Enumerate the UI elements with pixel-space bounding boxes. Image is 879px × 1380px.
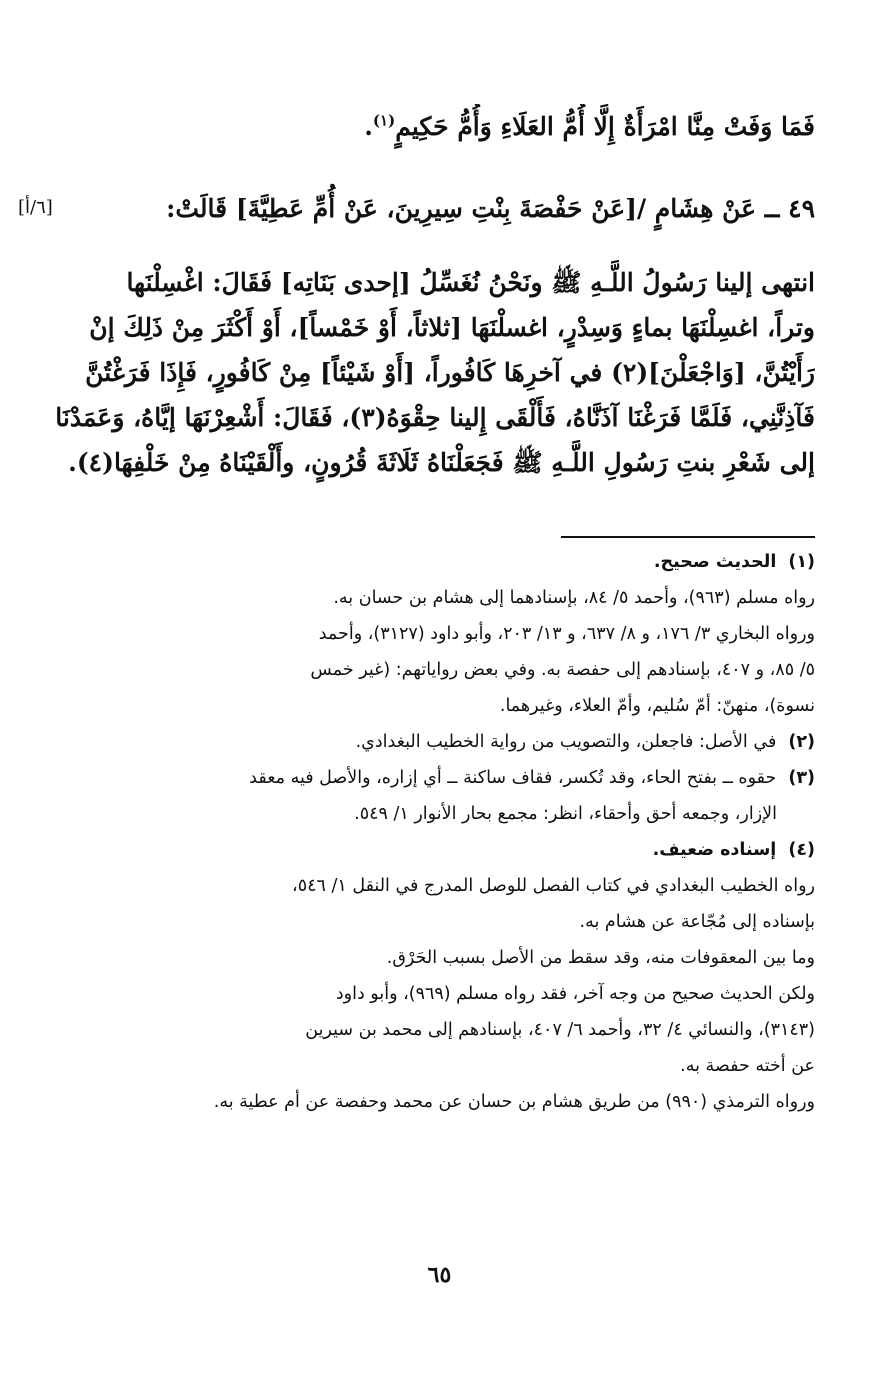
footnote-line: وما بين المعقوفات منه، وقد سقط من الأصل بسبب الحَرْق.	[386, 948, 815, 968]
intro-line	[55, 104, 815, 149]
footnote-line: نسوة)، منهنّ: أمّ سُليم، وأمّ العلاء، وغيرهما.	[499, 696, 815, 716]
footnote-line: ولكن الحديث صحيح من وجه آخر، فقد رواه مسلم (٩٦٩)، وأبو داود	[335, 984, 815, 1004]
footnote-line: الإزار، وجمعه أحق وأحقاء، انظر: مجمع بحار الأنوار ١/ ٥٤٩.	[354, 804, 777, 824]
footnote-4-heading	[85, 832, 815, 868]
footnote-number: (٣)	[788, 768, 815, 788]
footnote-divider	[561, 536, 815, 538]
footnote-line: رواه الخطيب البغدادي في كتاب الفصل للوصل المدرج في النقل ١/ ٥٤٦،	[292, 876, 815, 896]
footnote-line: عن أخته حفصة به.	[680, 1056, 815, 1076]
footnote-verdict: إسناده ضعيف.	[652, 840, 777, 860]
hadith-line: إلى شَعْرِ بنتِ رَسُولِ اللَّـهِ ﷺ فَجَعَلْنَاهُ ثَلَاثَةَ قُرُونٍ، وأَلْقَيْنَاهُ مِنْ خَلْفِهَا(٤).	[68, 448, 815, 477]
footnote-3	[85, 760, 815, 796]
footnote-text: حقوه ــ بفتح الحاء، وقد تُكسر، فقاف ساكنة ــ أي إزاره، والأصل فيه معقد	[249, 768, 777, 788]
footnote-verdict: الحديث صحيح.	[653, 552, 777, 572]
footnote-line: بإسناده إلى مُجّاعة عن هشام به.	[579, 912, 815, 932]
hadith-line: انتهى إلينا رَسُولُ اللَّـهِ ﷺ ونَحْنُ نُغَسِّلُ [إحدى بَنَاتِه] فَقَالَ: اغْسِلْنَها	[126, 268, 815, 297]
hadith-chain: عَنْ هِشَامٍ /[عَنْ حَفْصَةَ بِنْتِ سِيرِينَ، عَنْ أُمِّ عَطِيَّةَ] قَالَتْ:	[166, 194, 757, 223]
intro-text: فَمَا وَفَتْ مِنَّا امْرَأَةٌ إِلَّا أُمُّ العَلَاءِ وَأُمُّ حَكِيمٍ	[395, 112, 815, 141]
footnote-line: رواه مسلم (٩٦٣)، وأحمد ٥/ ٨٤، بإسنادهما إلى هشام بن حسان به.	[333, 588, 815, 608]
hadith-line: وتراً، اغسِلْنَهَا بماءٍ وَسِدْرٍ، اغسلْنَهَا [ثلاثاً، أَوْ خَمْساً]، أَوْ أَكْثَرَ مِنْ ذَلِكَ إنْ	[89, 313, 815, 342]
hadith-body	[55, 260, 815, 485]
footnote-line: (٣١٤٣)، والنسائي ٤/ ٣٢، وأحمد ٦/ ٤٠٧، بإسنادهم إلى محمد بن سيرين	[305, 1020, 815, 1040]
margin-folio-ref: [٦/أ]	[18, 197, 53, 218]
footnotes	[85, 544, 815, 1120]
intro-footnote-ref: (١)	[372, 111, 396, 130]
intro-end: .	[364, 112, 373, 141]
footnote-line: ورواه الترمذي (٩٩٠) من طريق هشام بن حسان عن محمد وحفصة عن أم عطية به.	[213, 1092, 815, 1112]
footnote-line: ٥/ ٨٥، و ٤٠٧، بإسنادهم إلى حفصة به. وفي بعض رواياتهم: (غير خمس	[310, 660, 815, 680]
hadith-dash: ــ	[764, 194, 780, 223]
footnote-number: (٢)	[788, 732, 815, 752]
intro-paragraph	[55, 104, 815, 149]
footnote-line: ورواه البخاري ٣/ ١٧٦، و ٨/ ٦٣٧، و ١٣/ ٢٠٣، وأبو داود (٣١٢٧)، وأحمد	[318, 624, 815, 644]
footnote-number: (٤)	[788, 840, 815, 860]
footnote-text: في الأصل: فاجعلن، والتصويب من رواية الخطيب البغدادي.	[355, 732, 777, 752]
hadith-heading	[115, 186, 815, 231]
footnote-2	[85, 724, 815, 760]
footnote-number: (١)	[788, 552, 815, 572]
hadith-number: ٤٩	[788, 194, 815, 223]
hadith-line: فَآذِنَّنِي، فَلَمَّا فَرَغْنَا آذَنَّاهُ، فَأَلْقَى إِلينا حِقْوَهُ(٣)، فَقَالَ: أَشْعِرْنَهَا إيَّاهُ، وَعَمَدْنَا	[55, 403, 815, 432]
page-number: ٦٥	[427, 1262, 452, 1288]
hadith-line: رَأَيْتُنَّ، [وَاجْعَلْنَ](٢) في آخرِهَا كَافُوراً، [أَوْ شَيْئاً] مِنْ كَافُورٍ، فَإِذَا فَرَغْتُنَّ	[85, 358, 815, 387]
footnote-1-heading	[85, 544, 815, 580]
